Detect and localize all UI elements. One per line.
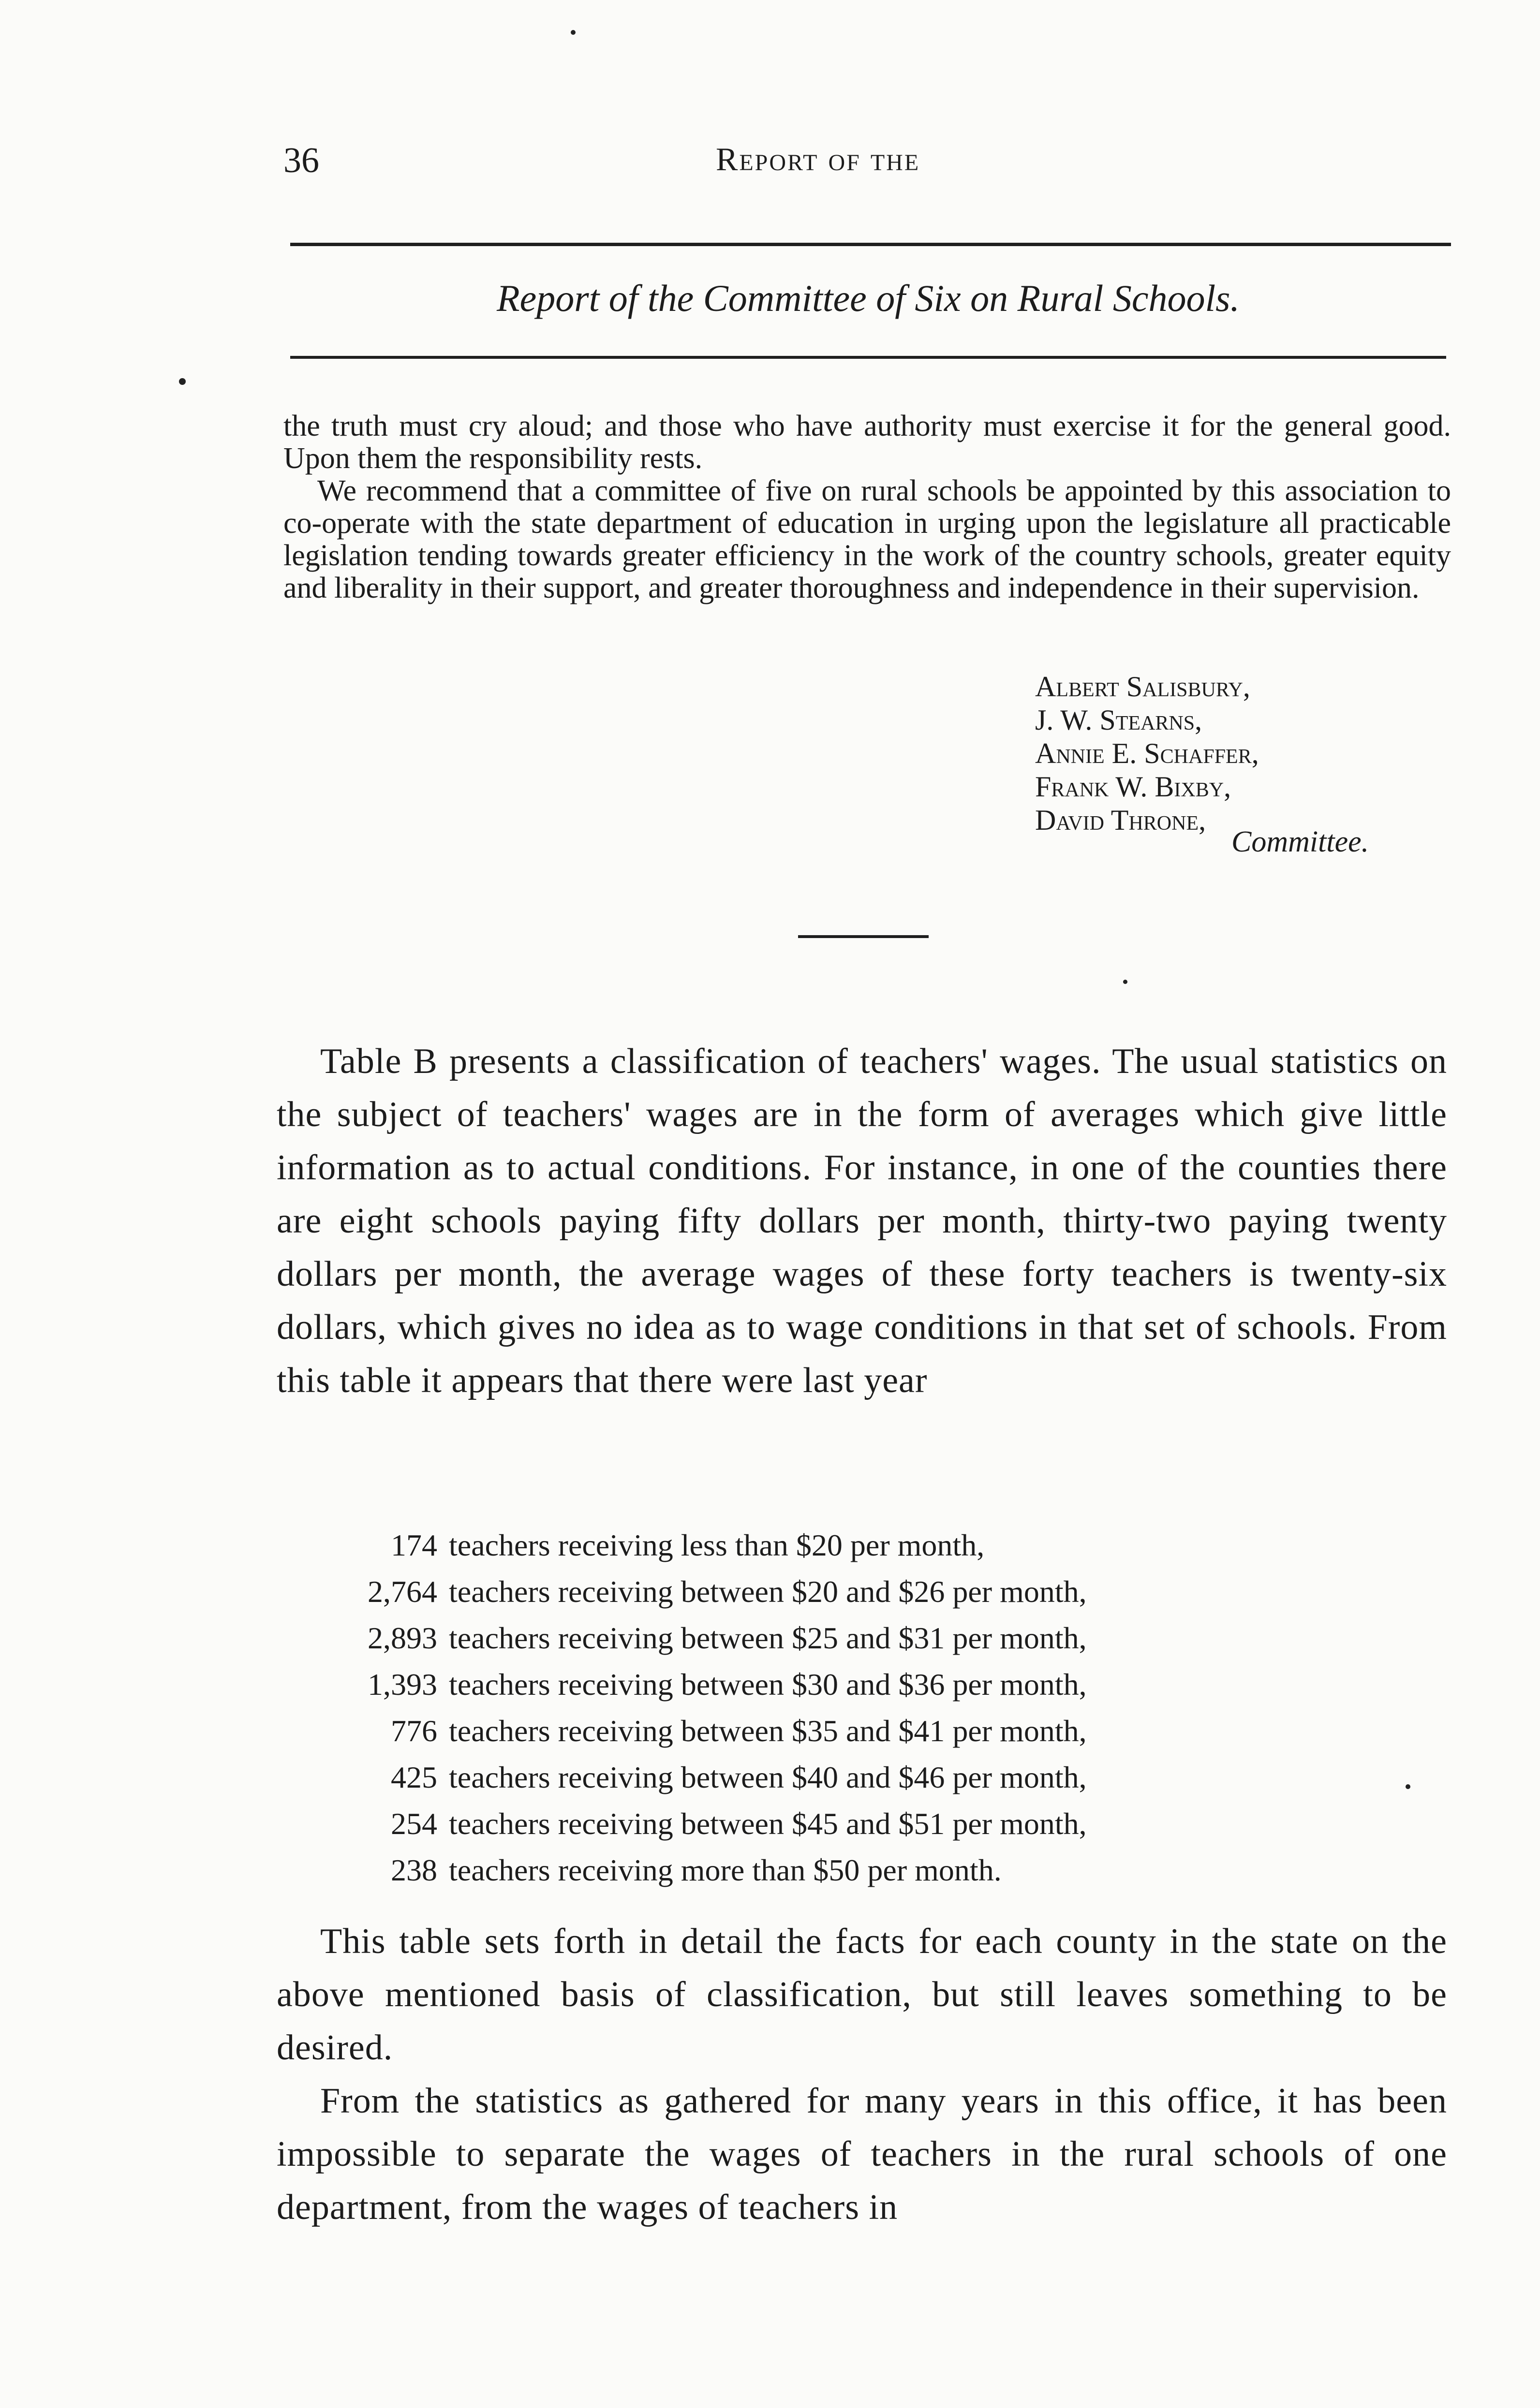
- wage-count: 2,893: [368, 1621, 437, 1655]
- wage-count: 425: [391, 1760, 437, 1794]
- page-number: 36: [283, 141, 319, 180]
- body-paragraph-2: This table sets forth in detail the facts for each county in the state on the above mentioned basis of classification, but still leaves something to be desired.: [277, 1922, 1447, 2068]
- wage-row: [310, 1847, 1087, 1894]
- wage-count: 2,764: [368, 1574, 437, 1609]
- wage-description: teachers receiving between $25 and $31 per month,: [449, 1621, 1087, 1655]
- wage-description: teachers receiving between $40 and $46 per month,: [449, 1760, 1087, 1794]
- section-heading: Report of the Committee of Six on Rural Schools.: [497, 277, 1240, 319]
- scan-speck: [179, 378, 186, 385]
- wage-count: 174: [391, 1528, 437, 1562]
- wage-row: [310, 1661, 1087, 1708]
- signatory: Annie E. Schaffer,: [1035, 737, 1259, 769]
- scan-speck: [1123, 980, 1127, 984]
- signatory: Frank W. Bixby,: [1035, 771, 1231, 803]
- body-paragraph-1: Table B presents a classification of teachers' wages. The usual statistics on the subject of teachers' wages are in the form of averages which give little information as to actual conditions. For instance, in one of the counties there are eight schools paying fifty dollars per month, thirty-two paying twenty dollars per month, the average wages of these forty teachers is twenty-six dollars, which gives no idea as to wage conditions in that set of schools. From this table it appears that there were last year: [277, 1042, 1447, 1400]
- header-rule: [290, 243, 1451, 246]
- wage-row: [310, 1708, 1087, 1754]
- report-paragraph-2: We recommend that a committee of five on rural schools be appointed by this association to co-operate with the state department of education in urging upon the legislature all practicable legislation tending towards greater efficiency in the work of the country schools, greater equity and liberality in their support, and greater thoroughness and independence in their supervision.: [283, 474, 1451, 604]
- signatory: J. W. Stearns,: [1035, 704, 1202, 736]
- signatory: David Throne,: [1035, 804, 1206, 836]
- section-rule: [290, 356, 1446, 359]
- committee-label: Committee.: [1231, 825, 1369, 858]
- scan-speck: [571, 30, 576, 35]
- wage-description: teachers receiving between $30 and $36 per month,: [449, 1667, 1087, 1702]
- wage-description: teachers receiving between $45 and $51 per month,: [449, 1806, 1087, 1841]
- signature-block: [1035, 670, 1259, 837]
- section-divider: [798, 935, 929, 938]
- wage-count: 776: [391, 1714, 437, 1748]
- wage-description: teachers receiving between $35 and $41 per month,: [449, 1714, 1087, 1748]
- report-paragraph-1: the truth must cry aloud; and those who have authority must exercise it for the general good. Upon them the responsibility rests.: [283, 410, 1451, 475]
- wage-row: [310, 1615, 1087, 1661]
- running-title: Report of the: [716, 141, 920, 177]
- wage-row: [310, 1801, 1087, 1847]
- wage-row: [310, 1522, 1087, 1569]
- signatory: Albert Salisbury,: [1035, 671, 1250, 703]
- body-paragraph-3: From the statistics as gathered for many years in this office, it has been impossible to separate the wages of teachers in the rural schools of one department, from the wages of teachers in: [277, 2081, 1447, 2227]
- wage-count: 238: [391, 1853, 437, 1887]
- wage-count: 254: [391, 1806, 437, 1841]
- scan-speck: [1406, 1784, 1410, 1789]
- wage-classification-list: [310, 1522, 1087, 1894]
- wage-row: [310, 1754, 1087, 1801]
- wage-description: teachers receiving more than $50 per month.: [449, 1853, 1002, 1887]
- wage-row: [310, 1569, 1087, 1615]
- wage-count: 1,393: [368, 1667, 437, 1702]
- wage-description: teachers receiving less than $20 per month,: [449, 1528, 985, 1562]
- wage-description: teachers receiving between $20 and $26 per month,: [449, 1574, 1087, 1609]
